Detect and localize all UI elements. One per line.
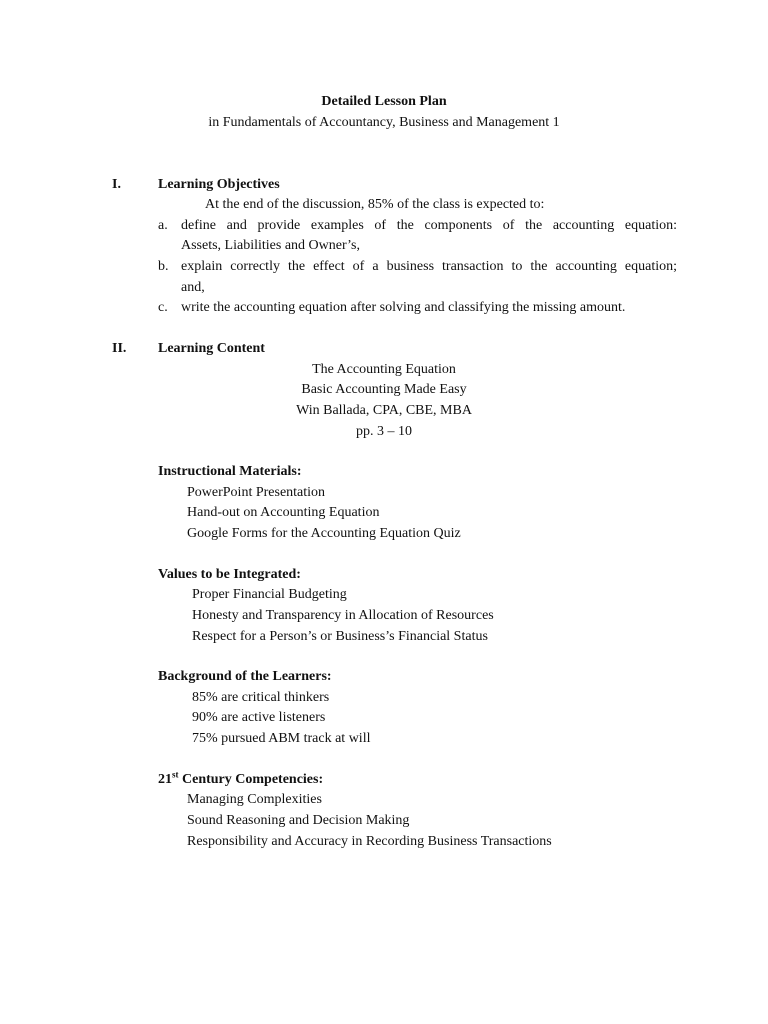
objective-marker-b: b.: [158, 259, 169, 274]
competencies-heading-text: Century Competencies:: [178, 772, 324, 787]
reference-topic: The Accounting Equation: [312, 362, 456, 377]
competencies-item: Sound Reasoning and Decision Making: [187, 813, 410, 828]
materials-item: Google Forms for the Accounting Equation Quiz: [187, 526, 461, 541]
objectives-intro: At the end of the discussion, 85% of the class is expected to:: [205, 197, 545, 212]
background-heading: Background of the Learners:: [158, 669, 332, 684]
values-item: Honesty and Transparency in Allocation of Resources: [192, 608, 494, 623]
reference-pages: pp. 3 – 10: [356, 424, 412, 439]
background-item: 85% are critical thinkers: [192, 690, 330, 705]
document-title: Detailed Lesson Plan: [321, 94, 447, 109]
competencies-item: Responsibility and Accuracy in Recording Business Transactions: [187, 834, 552, 849]
materials-item: PowerPoint Presentation: [187, 485, 326, 500]
background-item: 75% pursued ABM track at will: [192, 731, 371, 746]
objective-b-line-1: explain correctly the effect of a business transaction to the accounting equation;: [181, 259, 677, 274]
competencies-heading: [158, 770, 323, 791]
section-1-numeral: I.: [112, 177, 121, 192]
objective-c-line-1: write the accounting equation after solving and classifying the missing amount.: [181, 300, 626, 315]
competencies-item: Managing Complexities: [187, 792, 322, 807]
values-item: Proper Financial Budgeting: [192, 587, 347, 602]
materials-item: Hand-out on Accounting Equation: [187, 505, 380, 520]
values-heading: Values to be Integrated:: [158, 567, 301, 582]
section-1-heading: Learning Objectives: [158, 177, 280, 192]
competencies-heading-number: 21: [158, 772, 172, 787]
background-item: 90% are active listeners: [192, 710, 326, 725]
competencies-heading-suffix: st: [172, 769, 179, 780]
objective-marker-a: a.: [158, 218, 168, 233]
section-2-numeral: II.: [112, 341, 127, 356]
objective-b-line-2: and,: [181, 280, 205, 295]
values-item: Respect for a Person’s or Business’s Financial Status: [192, 629, 488, 644]
materials-heading: Instructional Materials:: [158, 464, 302, 479]
objective-a-line-1: define and provide examples of the components of the accounting equation:: [181, 218, 677, 233]
section-2-heading: Learning Content: [158, 341, 265, 356]
reference-author: Win Ballada, CPA, CBE, MBA: [296, 403, 472, 418]
objective-marker-c: c.: [158, 300, 168, 315]
reference-book: Basic Accounting Made Easy: [301, 382, 467, 397]
document-subtitle: in Fundamentals of Accountancy, Business and Management 1: [208, 115, 560, 130]
objective-a-line-2: Assets, Liabilities and Owner’s,: [181, 238, 360, 253]
